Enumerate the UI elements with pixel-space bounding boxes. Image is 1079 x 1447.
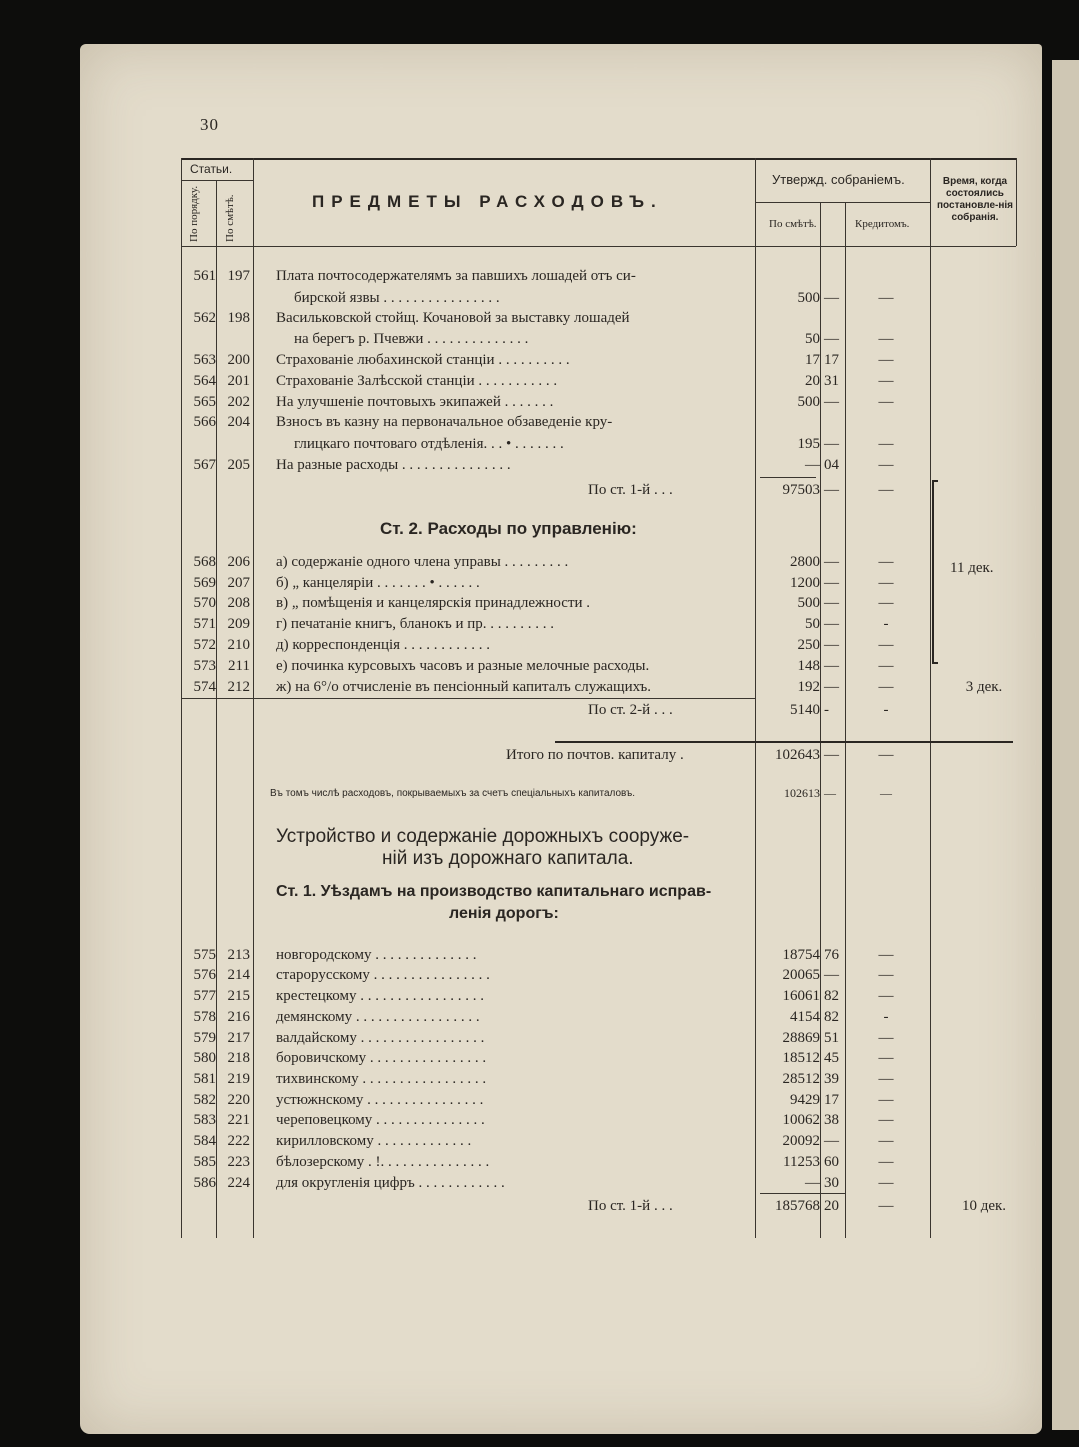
row-rub: 9429 xyxy=(790,1092,820,1108)
row-sm: 222 xyxy=(227,1133,250,1149)
row-nr: 578 xyxy=(193,1009,216,1025)
row-kop: 17 xyxy=(824,352,839,368)
row-rub: 500 xyxy=(797,394,820,410)
row-kop: — xyxy=(824,436,839,452)
row-nr: 581 xyxy=(193,1071,216,1087)
header-by-estimate: По смѣтѣ. xyxy=(769,218,817,230)
table-row xyxy=(184,552,1024,573)
row-cred: — xyxy=(878,436,894,452)
row-text: На улучшеніе почтовыхъ экипажей . . . . . . . xyxy=(276,394,554,410)
row-nr: 585 xyxy=(193,1154,216,1170)
row-nr: 561 xyxy=(193,268,216,284)
row-text: для округленія цифръ . . . . . . . . . . . . xyxy=(276,1175,505,1191)
row-cred: — xyxy=(878,1050,894,1066)
row-sm: 220 xyxy=(227,1092,250,1108)
total-row xyxy=(184,745,1024,766)
row-text: в) „ помѣщенія и канцелярскія принадлежности . xyxy=(276,595,591,611)
row-sm: 204 xyxy=(227,414,250,430)
subtotal-rub: 5140 xyxy=(790,702,820,718)
subtotal-rub: 185768 xyxy=(775,1198,820,1214)
row-sm: 211 xyxy=(228,658,250,674)
row-nr: 571 xyxy=(193,616,216,632)
row-text: демянскому . . . . . . . . . . . . . . . . . xyxy=(276,1009,480,1025)
row-text: новгородскому . . . . . . . . . . . . . . xyxy=(276,947,477,963)
row-rub: 1200 xyxy=(790,575,820,591)
row-cred: - xyxy=(883,616,889,632)
section3-sub-line1: Ст. 1. Уѣздамъ на производство капитальнаго исправ- xyxy=(276,883,712,900)
row-text: б) „ канцеляріи . . . . . . . • . . . . . . xyxy=(276,575,480,591)
row-text: Страхованіе Залѣсской станціи . . . . . . . . . . . xyxy=(276,373,558,389)
row-cred: — xyxy=(878,967,894,983)
row-cred: — xyxy=(878,637,894,653)
row-cred: — xyxy=(878,373,894,389)
subtotal-kop: 20 xyxy=(824,1198,839,1214)
subtotal1-rule xyxy=(760,477,816,478)
subtotal3-rule xyxy=(760,1193,845,1194)
row-nr: 579 xyxy=(193,1030,216,1046)
row-cred: — xyxy=(878,1071,894,1087)
subtotal-label: По ст. 1-й . . . xyxy=(588,1198,673,1214)
row-kop: — xyxy=(824,290,839,306)
row-cred: — xyxy=(878,575,894,591)
row-kop: — xyxy=(824,616,839,632)
header-articles: Статьи. xyxy=(190,162,233,176)
section2-title: Ст. 2. Расходы по управленію: xyxy=(380,519,637,538)
subtotal-cred: - xyxy=(883,702,889,718)
row-rub: 28869 xyxy=(782,1030,820,1046)
row-text: череповецкому . . . . . . . . . . . . . . . xyxy=(276,1112,485,1128)
row-text: г) печатаніе книгъ, бланокъ и пр. . . . . . . . . . xyxy=(276,616,555,632)
row-rub: 20092 xyxy=(782,1133,820,1149)
table-row xyxy=(184,656,1024,677)
table-row xyxy=(184,945,1024,966)
table-row xyxy=(184,635,1024,656)
row-kop: 04 xyxy=(824,457,839,473)
row-rub: 10062 xyxy=(782,1112,820,1128)
section3-sub-line2: ленія дорогъ: xyxy=(449,905,559,922)
row-sm: 218 xyxy=(227,1050,250,1066)
subtotal-row xyxy=(184,480,1024,501)
row-kop: — xyxy=(824,967,839,983)
row-cred: — xyxy=(878,1092,894,1108)
table-row xyxy=(184,1090,1024,1111)
subtotal-rub: 97503 xyxy=(782,482,820,498)
row-sm: 217 xyxy=(227,1030,250,1046)
table-row xyxy=(184,434,1024,455)
row-text: на берегъ р. Пчевжи . . . . . . . . . . . . . . xyxy=(294,331,529,347)
table-row xyxy=(184,1131,1024,1152)
section2-rule xyxy=(181,698,756,699)
table-row xyxy=(184,371,1024,392)
table-row xyxy=(184,1110,1024,1131)
row-sm: 209 xyxy=(227,616,250,632)
row-rub: — xyxy=(805,1175,820,1191)
row-text: тихвинскому . . . . . . . . . . . . . . . . . xyxy=(276,1071,487,1087)
row-kop: 45 xyxy=(824,1050,839,1066)
row-kop: — xyxy=(824,637,839,653)
row-cred: — xyxy=(878,457,894,473)
row-cred: — xyxy=(878,1030,894,1046)
row-nr: 586 xyxy=(193,1175,216,1191)
row-nr: 566 xyxy=(193,414,216,430)
row-cred: — xyxy=(878,1175,894,1191)
row-cred: — xyxy=(878,679,894,695)
table-top-rule xyxy=(181,158,1016,160)
row-sm: 223 xyxy=(227,1154,250,1170)
header-col-nr: По порядку. xyxy=(188,185,200,242)
row-kop: 31 xyxy=(824,373,839,389)
table-row xyxy=(184,455,1024,476)
row-cred: — xyxy=(878,1133,894,1149)
row-rub: 50 xyxy=(805,331,820,347)
table-row xyxy=(184,677,1024,698)
section3-title-line1: Устройство и содержаніе дорожныхъ сооруже- xyxy=(276,826,690,847)
row-sm: 197 xyxy=(227,268,250,284)
row-text: а) содержаніе одного члена управы . . . . . . . . . xyxy=(276,554,569,570)
row-text: крестецкому . . . . . . . . . . . . . . . . . xyxy=(276,988,484,1004)
row-rub: 18512 xyxy=(782,1050,820,1066)
row-kop: 60 xyxy=(824,1154,839,1170)
row-text: старорусскому . . . . . . . . . . . . . . . . xyxy=(276,967,490,983)
table-row xyxy=(184,266,1024,287)
row-nr: 573 xyxy=(193,658,216,674)
row-rub: 18754 xyxy=(782,947,820,963)
row-rub: 500 xyxy=(797,290,820,306)
row-sm: 216 xyxy=(227,1009,250,1025)
row-text: ж) на 6°/о отчисленіе въ пенсіонный капиталъ служащихъ. xyxy=(276,679,652,695)
table-row xyxy=(184,308,1024,329)
row-cred: - xyxy=(883,1009,889,1025)
time-11-dec: 11 дек. xyxy=(950,560,994,576)
row-nr: 583 xyxy=(193,1112,216,1128)
table-row xyxy=(184,288,1024,309)
special-note-label: Въ томъ числѣ расходовъ, покрываемыхъ за счетъ спеціальныхъ капиталовъ. xyxy=(270,788,636,799)
row-nr: 567 xyxy=(193,457,216,473)
table-row xyxy=(184,1152,1024,1173)
row-cred: — xyxy=(878,394,894,410)
document-page xyxy=(80,44,1042,1434)
row-text: Плата почтосодержателямъ за павшихъ лошадей отъ си- xyxy=(276,268,636,284)
row-kop: 82 xyxy=(824,1009,839,1025)
row-sm: 219 xyxy=(227,1071,250,1087)
row-cred: — xyxy=(878,290,894,306)
row-time: 3 дек. xyxy=(965,679,1003,695)
row-rub: 500 xyxy=(797,595,820,611)
table-row xyxy=(184,412,1024,433)
row-sm: 221 xyxy=(227,1112,250,1128)
row-sm: 202 xyxy=(227,394,250,410)
row-rub: 192 xyxy=(797,679,820,695)
table-row xyxy=(184,986,1024,1007)
row-text: е) починка курсовыхъ часовъ и разные мелочные расходы. xyxy=(276,658,650,674)
row-kop: 39 xyxy=(824,1071,839,1087)
row-kop: — xyxy=(824,331,839,347)
next-page-edge xyxy=(1052,60,1079,1430)
table-title: ПРЕДМЕТЫ РАСХОДОВЪ. xyxy=(312,192,663,211)
row-rub: 16061 xyxy=(782,988,820,1004)
row-nr: 569 xyxy=(193,575,216,591)
row-rub: 4154 xyxy=(790,1009,820,1025)
time-brace xyxy=(932,480,938,664)
row-kop: 38 xyxy=(824,1112,839,1128)
table-row xyxy=(184,1048,1024,1069)
special-note-cred: — xyxy=(880,786,892,800)
articles-rule xyxy=(181,180,253,181)
row-nr: 582 xyxy=(193,1092,216,1108)
subtotal-label: По ст. 2-й . . . xyxy=(588,702,673,718)
row-text: На разные расходы . . . . . . . . . . . . . . . xyxy=(276,457,511,473)
table-row xyxy=(184,573,1024,594)
subtotal-row xyxy=(184,1196,1024,1217)
special-note-kop: — xyxy=(824,786,836,800)
header-approved: Утвержд. собраніемъ. xyxy=(772,172,905,187)
row-sm: 215 xyxy=(227,988,250,1004)
approved-rule xyxy=(755,202,930,203)
row-cred: — xyxy=(878,947,894,963)
row-nr: 577 xyxy=(193,988,216,1004)
row-cred: — xyxy=(878,595,894,611)
row-rub: 17 xyxy=(805,352,820,368)
row-text: кирилловскому . . . . . . . . . . . . . xyxy=(276,1133,472,1149)
row-kop: — xyxy=(824,554,839,570)
table-row xyxy=(184,392,1024,413)
row-sm: 206 xyxy=(227,554,250,570)
subtotal-row xyxy=(184,700,1024,721)
table-row xyxy=(184,965,1024,986)
total-cred: — xyxy=(878,747,894,763)
row-nr: 575 xyxy=(193,947,216,963)
table-row xyxy=(184,350,1024,371)
row-kop: 76 xyxy=(824,947,839,963)
total-label: Итого по почтов. капиталу . xyxy=(506,747,684,763)
total-rule xyxy=(555,741,1013,743)
row-sm: 213 xyxy=(227,947,250,963)
subtotal-time: 10 дек. xyxy=(961,1198,1007,1214)
special-note-rub: 102613 xyxy=(784,786,820,800)
row-text: бѣлозерскому . !. . . . . . . . . . . . . . . xyxy=(276,1154,490,1170)
row-nr: 564 xyxy=(193,373,216,389)
header-time-note: Время, когда состоялись постановле-нія собранія. xyxy=(937,176,1013,223)
row-text: бирской язвы . . . . . . . . . . . . . . . . xyxy=(294,290,500,306)
row-nr: 568 xyxy=(193,554,216,570)
subtotal-label: По ст. 1-й . . . xyxy=(588,482,673,498)
row-cred: — xyxy=(878,1154,894,1170)
row-text: Васильковской стойщ. Кочановой за выставку лошадей xyxy=(276,310,630,326)
subtotal-kop: — xyxy=(824,482,839,498)
header-by-credit: Кредитомъ. xyxy=(855,218,910,230)
row-kop: 17 xyxy=(824,1092,839,1108)
row-rub: 20 xyxy=(805,373,820,389)
table-row xyxy=(184,1173,1024,1194)
row-text: д) корреспонденція . . . . . . . . . . . . xyxy=(276,637,491,653)
row-cred: — xyxy=(878,1112,894,1128)
row-rub: 11253 xyxy=(783,1154,820,1170)
row-kop: — xyxy=(824,394,839,410)
table-row xyxy=(184,614,1024,635)
row-sm: 201 xyxy=(227,373,250,389)
row-rub: 28512 xyxy=(782,1071,820,1087)
special-note-row xyxy=(184,783,1024,804)
row-sm: 212 xyxy=(227,679,250,695)
row-nr: 570 xyxy=(193,595,216,611)
row-kop: — xyxy=(824,658,839,674)
row-sm: 210 xyxy=(227,637,250,653)
row-nr: 574 xyxy=(193,679,216,695)
row-nr: 572 xyxy=(193,637,216,653)
row-sm: 198 xyxy=(227,310,250,326)
row-sm: 207 xyxy=(227,575,250,591)
section3-title-line2: ній изъ дорожнаго капитала. xyxy=(382,848,634,869)
row-text: боровичскому . . . . . . . . . . . . . . . . xyxy=(276,1050,487,1066)
row-cred: — xyxy=(878,658,894,674)
row-sm: 205 xyxy=(227,457,250,473)
row-kop: 51 xyxy=(824,1030,839,1046)
row-text: устюжнскому . . . . . . . . . . . . . . . . xyxy=(276,1092,484,1108)
table-row xyxy=(184,1028,1024,1049)
header-col-sm: По смѣтѣ. xyxy=(224,194,236,242)
row-rub: 2800 xyxy=(790,554,820,570)
row-cred: — xyxy=(878,988,894,1004)
subtotal-cred: — xyxy=(878,1198,894,1214)
row-kop: — xyxy=(824,575,839,591)
row-nr: 563 xyxy=(193,352,216,368)
table-row xyxy=(184,329,1024,350)
page-number: 30 xyxy=(200,115,219,134)
row-rub: 250 xyxy=(797,637,820,653)
header-bottom-rule xyxy=(181,246,1016,247)
row-kop: — xyxy=(824,1133,839,1149)
row-rub: 148 xyxy=(797,658,820,674)
row-nr: 562 xyxy=(193,310,216,326)
table-row xyxy=(184,1069,1024,1090)
subtotal-kop: - xyxy=(824,702,829,718)
row-nr: 576 xyxy=(193,967,216,983)
row-cred: — xyxy=(878,554,894,570)
row-text: Взносъ въ казну на первоначальное обзаведеніе кру- xyxy=(276,414,613,430)
row-cred: — xyxy=(878,352,894,368)
row-text: валдайскому . . . . . . . . . . . . . . . . . xyxy=(276,1030,485,1046)
row-rub: 50 xyxy=(805,616,820,632)
row-rub: 20065 xyxy=(782,967,820,983)
row-kop: — xyxy=(824,595,839,611)
row-sm: 200 xyxy=(227,352,250,368)
row-sm: 224 xyxy=(227,1175,250,1191)
row-nr: 580 xyxy=(193,1050,216,1066)
row-kop: 82 xyxy=(824,988,839,1004)
row-nr: 584 xyxy=(193,1133,216,1149)
table-row xyxy=(184,593,1024,614)
row-text: глицкаго почтоваго отдѣленія. . . • . . . . . . . xyxy=(294,436,564,452)
row-cred: — xyxy=(878,331,894,347)
row-nr: 565 xyxy=(193,394,216,410)
row-sm: 208 xyxy=(227,595,250,611)
row-kop: 30 xyxy=(824,1175,839,1191)
row-text: Страхованіе любахинской станціи . . . . . . . . . . xyxy=(276,352,570,368)
table-row xyxy=(184,1007,1024,1028)
row-rub: — xyxy=(805,457,820,473)
total-kop: — xyxy=(824,747,839,763)
row-kop: — xyxy=(824,679,839,695)
row-sm: 214 xyxy=(227,967,250,983)
total-rub: 102643 xyxy=(775,747,820,763)
subtotal-cred: — xyxy=(878,482,894,498)
row-rub: 195 xyxy=(797,436,820,452)
